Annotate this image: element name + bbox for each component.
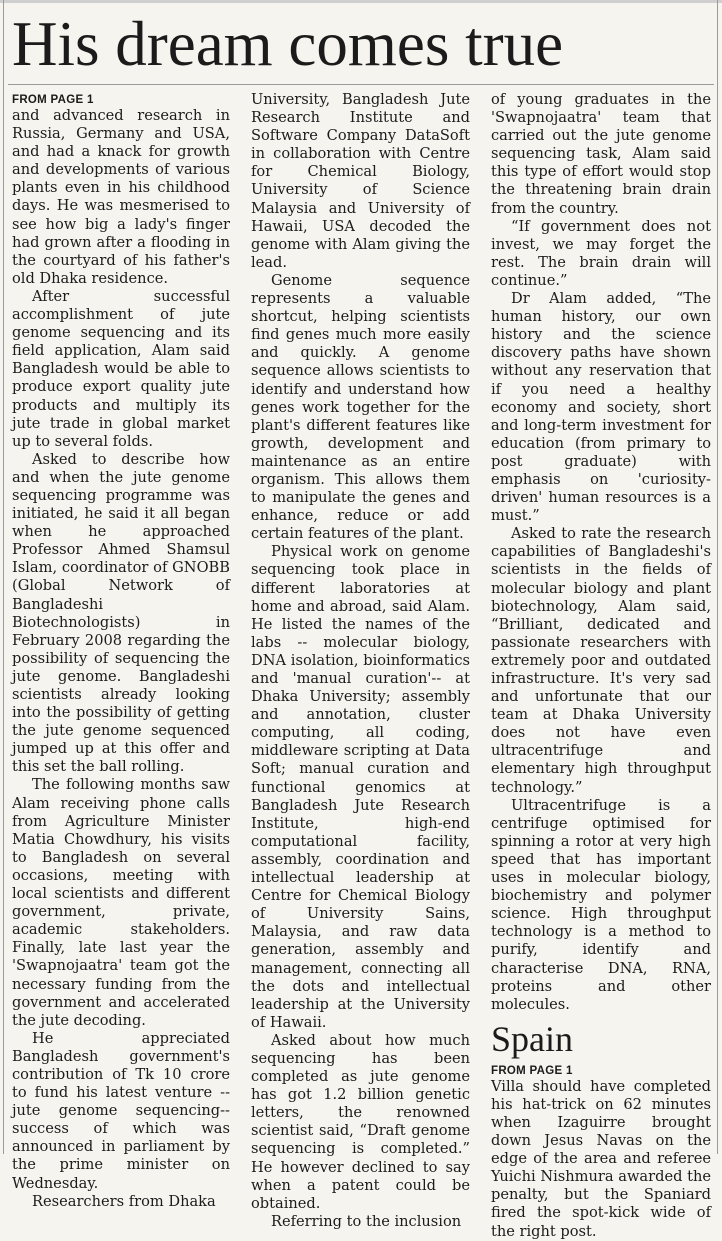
paragraph: After successful accomplishment of jute genome sequencing and its field application, Alam said Bangladesh would be able to produce export quality jute products and multiply its jute trade in global market up to several folds.: [12, 287, 230, 450]
top-border: [0, 0, 722, 3]
left-column-rule: [3, 0, 4, 1154]
paragraph: Asked to describe how and when the jute genome sequencing programme was initiated, he said it all began when he approached Professor Ahmed Shamsul Islam, coordinator of GNOBB (Global Network of Bangladeshi Biotechnologists) in February 2008 regarding the possibility of sequencing the jute genome. Bangladeshi scientists already looking into the possibility of getting the jute genome sequenced jumped up at this offer and this set the ball rolling.: [12, 450, 230, 776]
paragraph: of young graduates in the 'Swapnojaatra' team that carried out the jute genome sequencing task, Alam said this type of effort would stop the threatening brain drain from the country.: [491, 91, 711, 217]
headline: His dream comes true: [12, 9, 564, 79]
paragraph: Physical work on genome sequencing took place in different laboratories at home and abroad, said Alam. He listed the names of the labs -- molecular biology, DNA isolation, bioinformatics and 'manual curation'-- at Dhaka University; assembly and annotation, cluster computing, all coding, middleware scripting at Data Soft; manual curation and functional genomics at Bangladesh Jute Research Institute, high-end computational facility, assembly, coordination and intellectual leadership at Centre for Chemical Biology of University Sains, Malaysia, and raw data generation, assembly and management, connecting all the dots and intellectual leadership at the University of Hawaii.: [251, 543, 470, 1031]
paragraph: Genome sequence represents a valuable shortcut, helping scientists find genes much more easily and quickly. A genome sequence allows scientists to identify and understand how genes work together for the plant's different features like growth, development and maintenance as an entire organism. This allows them to manipulate the genes and enhance, reduce or add certain features of the plant.: [251, 271, 470, 543]
second-story-paragraph: Villa should have completed his hat-trick on 62 minutes when Izaguirre brought down Jesus Navas on the edge of the area and referee Yuichi Nishmura awarded the penalty, but the Spaniard fired the spot-kick wide of the right post.: [491, 1077, 711, 1240]
paragraph: The following months saw Alam receiving phone calls from Agriculture Minister Matia Chowdhury, his visits to Bangladesh on several occasions, meeting with local scientists and different government, private, academic stakeholders. Finally, late last year the 'Swapnojaatra' team got the necessary funding from the government and accelerated the jute decoding.: [12, 776, 230, 1029]
kicker: FROM PAGE 1: [12, 94, 94, 106]
article-column-2: [251, 91, 470, 1230]
paragraph: Referring to the inclusion: [271, 1212, 462, 1230]
paragraph: University, Bangladesh Jute Research Institute and Software Company DataSoft in collaboration with Centre for Chemical Biology, University of Science Malaysia and University of Hawaii, USA decoded the genome with Alam giving the lead.: [251, 91, 470, 271]
right-column-rule: [717, 0, 718, 1154]
paragraph: Ultracentrifuge is a centrifuge optimised for spinning a rotor at very high speed that has important uses in molecular biology, biochemistry and polymer science. High throughput technology is a method to purify, identify and characterise DNA, RNA, proteins and other molecules.: [491, 796, 711, 1013]
paragraph: “If government does not invest, we may forget the rest. The brain drain will continue.”: [491, 217, 711, 289]
paragraph: Dr Alam added, “The human history, our own history and the science discovery paths have shown without any reservation that if you need a healthy economy and society, short and long-term investment for education (from primary to post graduate) with emphasis on 'curiosity-driven' human resources is a must.”: [491, 290, 711, 525]
paragraph: Researchers from Dhaka: [32, 1192, 216, 1210]
article-column-3: [491, 91, 711, 1240]
paragraph: Asked about how much sequencing has been completed as jute genome has got 1.2 billion genetic letters, the renowned scientist said, “Draft genome sequencing is completed.” He however declined to say when a patent could be obtained.: [251, 1031, 470, 1212]
paragraph: Asked to rate the research capabilities of Bangladeshi's scientists in the fields of molecular biology and plant biotechnology, Alam said, “Brilliant, dedicated and passionate researchers with extremely poor and outdated infrastructure. It's very sad and unfortunate that our team at Dhaka University does not have even ultracentrifuge and elementary high throughput technology.”: [491, 525, 711, 796]
second-story-kicker: FROM PAGE 1: [491, 1064, 573, 1077]
paragraph: and advanced research in Russia, Germany and USA, and had a knack for growth and developments of various plants even in his childhood days. He was mesmerised to see how big a lady's finger had grown after a flooding in the courtyard of his father's old Dhaka residence.: [12, 107, 230, 287]
headline-rule: [8, 84, 714, 85]
article-column-1: [12, 91, 230, 1210]
second-story-headline: Spain: [491, 1018, 574, 1059]
paragraph: He appreciated Bangladesh government's contribution of Tk 10 crore to fund his latest venture -- jute genome sequencing-- success of which was announced in parliament by the prime minister on Wednesday.: [12, 1029, 230, 1192]
